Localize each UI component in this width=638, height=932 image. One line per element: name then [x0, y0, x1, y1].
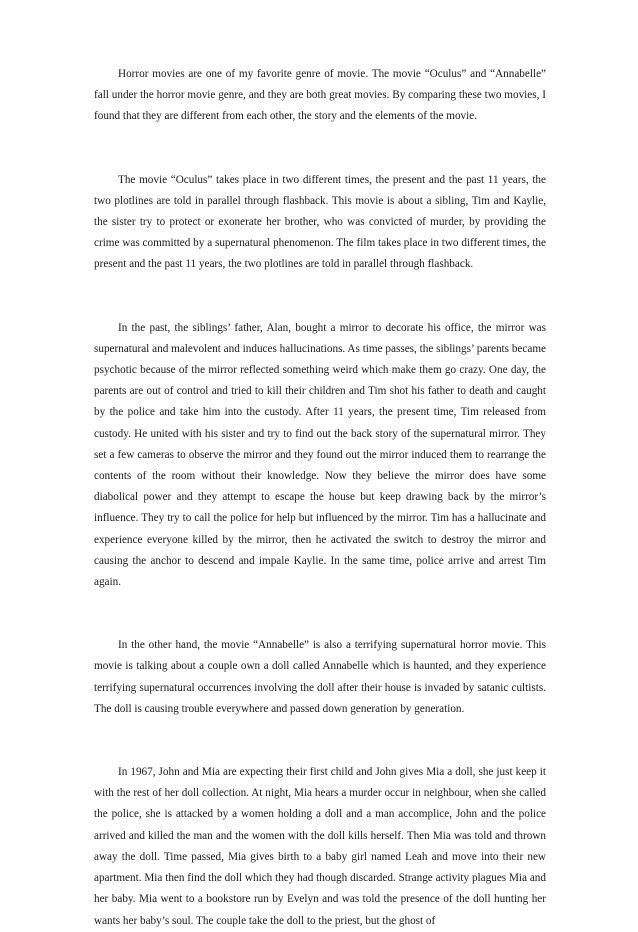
- paragraph-intro: Horror movies are one of my favorite genre of movie. The movie “Oculus” and “Annabelle” fall under the horror movie genre, and they are both great movies. By comparing these two movies, I found that they are different from each other, the story and the elements of the movie.: [94, 68, 546, 123]
- paragraph-oculus-plot: In the past, the siblings’ father, Alan, bought a mirror to decorate his office, the mirror was supernatural and malevolent and induces hallucinations. As time passes, the siblings’ parents became psychotic because of the mirror reflected something weird which make them go crazy. One day, the parents are out of control and tried to kill their children and Tim shot his father to death and caught by the police and take him into the custody. After 11 years, the present time, Tim released from custody. He united with his sister and try to find out the back story of the supernatural mirror. They set a few cameras to observe the mirror and they found out the mirror induced them to rearrange the contents of the room without their knowledge. Now they believe the mirror does have some diabolical power and they attempt to escape the house but keep drawing back by the mirror’s influence. They try to call the police for help but influenced by the mirror. Tim has a hallucinate and experience everyone killed by the mirror, then he activated the switch to destroy the mirror and causing the anchor to descend and impale Kaylie. In the same time, police arrive and arrest Tim again.: [94, 321, 546, 589]
- paragraph-annabelle-summary: In the other hand, the movie “Annabelle” is also a terrifying supernatural horror movie. This movie is talking about a couple own a doll called Annabelle which is haunted, and they experience terrifying supernatural occurrences involving the doll after their house is invaded by satanic cultists. The doll is causing trouble everywhere and passed down generation by generation.: [94, 639, 546, 715]
- paragraph-oculus-summary: The movie “Oculus” takes place in two different times, the present and the past 11 years, the two plotlines are told in parallel through flashback. This movie is about a sibling, Tim and Kaylie, the sister try to protect or exonerate her brother, who was convicted of murder, by providing the crime was committed by a supernatural phenomenon. The film takes place in two different times, the present and the past 11 years, the two plotlines are told in parallel through flashback.: [94, 173, 546, 271]
- paragraph-annabelle-plot: In 1967, John and Mia are expecting their first child and John gives Mia a doll, she just keep it with the rest of her doll collection. At night, Mia hears a murder occur in neighbour, when she called the police, she is attacked by a women holding a doll and a man accomplice, John and the police arrived and killed the man and the women with the doll kills herself. Then Mia was told and thrown away the doll. Time passed, Mia gives birth to a baby girl named Leah and move into their new apartment. Mia then find the doll which they had though discarded. Strange activity plagues Mia and her baby. Mia went to a bookstore run by Evelyn and was told the presence of the doll hunting her wants her baby’s soul. The couple take the doll to the priest, but the ghost of: [94, 766, 546, 927]
- document-page: [94, 64, 546, 932]
